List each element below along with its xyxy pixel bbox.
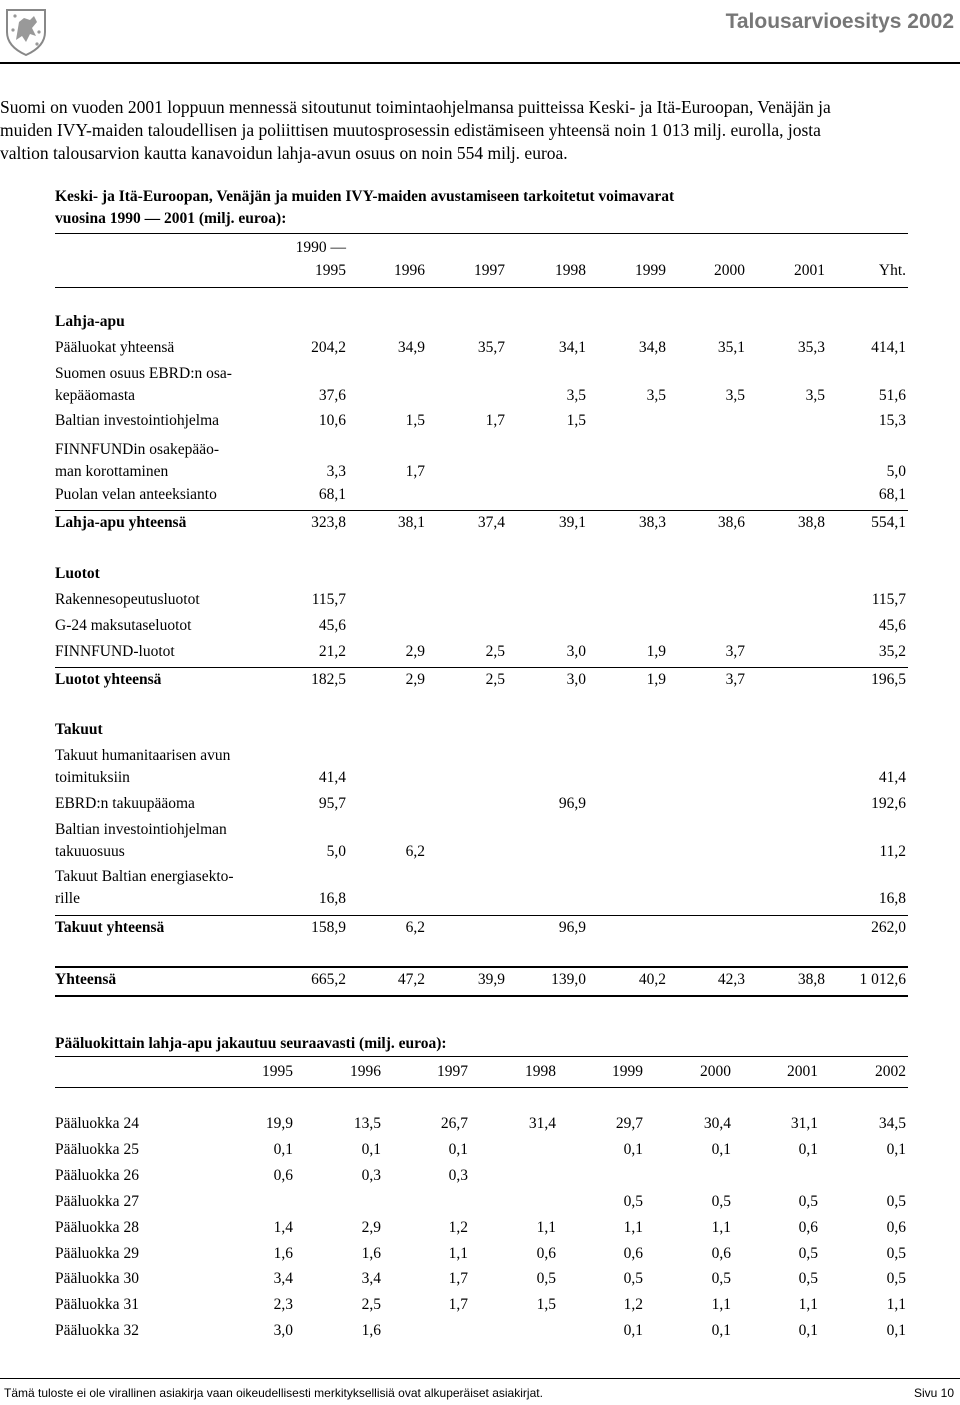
table1-title-line: Keski- ja Itä-Euroopan, Venäjän ja muiden IVY-maiden avustamiseen tarkoitetut voimavarat bbox=[55, 188, 675, 205]
table-cell: 45,6 bbox=[318, 617, 346, 634]
table-cell: 192,6 bbox=[871, 795, 906, 812]
table-cell: 2,9 bbox=[361, 1219, 381, 1236]
table-cell: 0,3 bbox=[361, 1167, 381, 1184]
column-header: 1999 bbox=[635, 262, 666, 279]
table-cell: 0,1 bbox=[273, 1141, 293, 1158]
table-cell: 1,6 bbox=[273, 1245, 293, 1262]
table2-header-rule bbox=[55, 1087, 908, 1088]
table-cell: 1,2 bbox=[448, 1219, 468, 1236]
table-cell: 1,7 bbox=[405, 463, 425, 480]
subtotal-cell: 96,9 bbox=[558, 919, 586, 936]
table-cell: 51,6 bbox=[878, 387, 906, 404]
grand-total-label: Yhteensä bbox=[55, 971, 117, 988]
table-cell: 0,6 bbox=[886, 1219, 906, 1236]
subtotal-cell: 38,8 bbox=[797, 514, 825, 531]
row-label: man korottaminen bbox=[55, 463, 169, 480]
subtotal-cell: 38,3 bbox=[638, 514, 666, 531]
subtotal-cell: 38,6 bbox=[717, 514, 745, 531]
table-cell: 3,7 bbox=[725, 643, 745, 660]
column-header: 2002 bbox=[875, 1063, 906, 1080]
subtotal-cell: 323,8 bbox=[311, 514, 346, 531]
subtotal-cell: 37,4 bbox=[477, 514, 505, 531]
table-cell: 68,1 bbox=[318, 486, 346, 503]
subtotal-cell: 196,5 bbox=[871, 671, 906, 688]
table-cell: 3,5 bbox=[646, 387, 666, 404]
table-cell: 0,1 bbox=[886, 1141, 906, 1158]
column-header: 2001 bbox=[787, 1063, 818, 1080]
row-label: Rakennesopeutusluotot bbox=[55, 591, 200, 608]
table-cell: 1,6 bbox=[361, 1322, 381, 1339]
table-cell: 3,0 bbox=[566, 643, 586, 660]
table-cell: 0,5 bbox=[798, 1245, 818, 1262]
subtotal-cell: 38,1 bbox=[397, 514, 425, 531]
row-label: kepääomasta bbox=[55, 387, 136, 404]
table2-top-rule bbox=[55, 1056, 908, 1057]
table-cell: 95,7 bbox=[318, 795, 346, 812]
grand-total-cell: 665,2 bbox=[311, 971, 346, 988]
table-cell: 1,5 bbox=[536, 1296, 556, 1313]
table-cell: 0,5 bbox=[536, 1270, 556, 1287]
table-cell: 1,7 bbox=[485, 412, 505, 429]
table-cell: 0,3 bbox=[448, 1167, 468, 1184]
subtotal-cell: 3,7 bbox=[725, 671, 745, 688]
table-cell: 0,6 bbox=[536, 1245, 556, 1262]
row-label: Baltian investointiohjelman bbox=[55, 821, 227, 838]
row-label: Pääluokka 27 bbox=[55, 1193, 139, 1210]
row-label: Pääluokka 32 bbox=[55, 1322, 139, 1339]
table-cell: 37,6 bbox=[318, 387, 346, 404]
subtotal-cell: 2,5 bbox=[485, 671, 505, 688]
intro-paragraph bbox=[0, 96, 958, 165]
table-cell: 96,9 bbox=[558, 795, 586, 812]
table-cell: 0,1 bbox=[623, 1141, 643, 1158]
table-cell: 3,4 bbox=[273, 1270, 293, 1287]
table-cell: 3,5 bbox=[725, 387, 745, 404]
row-label: toimituksiin bbox=[55, 769, 130, 786]
row-label: Puolan velan anteeksianto bbox=[55, 486, 217, 503]
section-heading: Takuut bbox=[55, 721, 103, 738]
table-cell: 5,0 bbox=[326, 843, 346, 860]
column-header: 1996 bbox=[350, 1063, 381, 1080]
table-cell: 0,6 bbox=[623, 1245, 643, 1262]
table-cell: 1,2 bbox=[623, 1296, 643, 1313]
table-cell: 30,4 bbox=[703, 1115, 731, 1132]
subtotal-cell: 554,1 bbox=[871, 514, 906, 531]
row-label: Pääluokka 31 bbox=[55, 1296, 139, 1313]
table-cell: 3,5 bbox=[566, 387, 586, 404]
table-cell: 2,3 bbox=[273, 1296, 293, 1313]
grand-total-bottom-rule bbox=[55, 995, 908, 997]
table-cell: 1,6 bbox=[361, 1245, 381, 1262]
grand-total-cell: 139,0 bbox=[551, 971, 586, 988]
column-header: 1995 bbox=[315, 262, 346, 279]
table-cell: 34,9 bbox=[397, 339, 425, 356]
table-cell: 13,5 bbox=[353, 1115, 381, 1132]
table-cell: 10,6 bbox=[318, 412, 346, 429]
column-header: 2001 bbox=[794, 262, 825, 279]
grand-total-cell: 1 012,6 bbox=[859, 971, 906, 988]
table1-title bbox=[55, 186, 915, 230]
table-cell: 1,1 bbox=[886, 1296, 906, 1313]
table-cell: 2,5 bbox=[485, 643, 505, 660]
intro-line: valtion talousarvion kautta kanavoidun lahja-avun osuus on noin 554 milj. euroa. bbox=[0, 143, 568, 163]
table-cell: 2,5 bbox=[361, 1296, 381, 1313]
table-cell: 1,1 bbox=[623, 1219, 643, 1236]
intro-line: muiden IVY-maiden taloudellisen ja poliittisen muutosprosessin edistämiseen yhteensä noin 1 013 milj. eurolla, josta bbox=[0, 120, 821, 140]
column-header: 1999 bbox=[612, 1063, 643, 1080]
table-cell: 0,1 bbox=[361, 1141, 381, 1158]
grand-total-cell: 39,9 bbox=[477, 971, 505, 988]
row-label: Pääluokka 29 bbox=[55, 1245, 139, 1262]
table-cell: 45,6 bbox=[878, 617, 906, 634]
table-cell: 1,5 bbox=[405, 412, 425, 429]
table-cell: 19,9 bbox=[265, 1115, 293, 1132]
table-cell: 35,1 bbox=[717, 339, 745, 356]
table-cell: 3,0 bbox=[273, 1322, 293, 1339]
table-cell: 0,5 bbox=[798, 1270, 818, 1287]
table-cell: 0,1 bbox=[623, 1322, 643, 1339]
table-cell: 1,1 bbox=[711, 1219, 731, 1236]
subtotal-cell: 3,0 bbox=[566, 671, 586, 688]
table-cell: 16,8 bbox=[878, 890, 906, 907]
row-label: Baltian investointiohjelma bbox=[55, 412, 220, 429]
table-cell: 3,4 bbox=[361, 1270, 381, 1287]
column-header: 1997 bbox=[474, 262, 505, 279]
table-cell: 34,5 bbox=[878, 1115, 906, 1132]
table-cell: 414,1 bbox=[871, 339, 906, 356]
column-header: 1995 bbox=[262, 1063, 293, 1080]
column-header: 2000 bbox=[700, 1063, 731, 1080]
table-cell: 1,9 bbox=[646, 643, 666, 660]
subtotal-label: Lahja-apu yhteensä bbox=[55, 514, 187, 531]
row-label: Pääluokat yhteensä bbox=[55, 339, 175, 356]
subtotal-label: Luotot yhteensä bbox=[55, 671, 162, 688]
table-cell: 0,5 bbox=[886, 1245, 906, 1262]
table-cell: 68,1 bbox=[878, 486, 906, 503]
table1-top-rule bbox=[55, 233, 908, 234]
coat-of-arms-logo bbox=[4, 6, 48, 56]
table-cell: 115,7 bbox=[311, 591, 346, 608]
subtotal-cell: 39,1 bbox=[558, 514, 586, 531]
row-label: takuuosuus bbox=[55, 843, 125, 860]
table-cell: 35,3 bbox=[797, 339, 825, 356]
subtotal-cell: 1,9 bbox=[646, 671, 666, 688]
table-cell: 26,7 bbox=[440, 1115, 468, 1132]
subtotal-rule bbox=[55, 915, 908, 916]
intro-line: Suomi on vuoden 2001 loppuun mennessä sitoutunut toimintaohjelmansa puitteissa Keski- ja Itä-Euroopan, Venäjän ja bbox=[0, 97, 831, 117]
table-cell: 1,1 bbox=[536, 1219, 556, 1236]
table-cell: 0,1 bbox=[711, 1322, 731, 1339]
table-cell: 6,2 bbox=[405, 843, 425, 860]
table-cell: 0,6 bbox=[711, 1245, 731, 1262]
row-label: G-24 maksutaseluotot bbox=[55, 617, 192, 634]
column-header: 1998 bbox=[555, 262, 586, 279]
row-label: Pääluokka 25 bbox=[55, 1141, 139, 1158]
table-cell: 41,4 bbox=[318, 769, 346, 786]
table-cell: 1,5 bbox=[566, 412, 586, 429]
row-label: FINNFUNDin osakepääo- bbox=[55, 441, 220, 458]
table-cell: 0,6 bbox=[273, 1167, 293, 1184]
table-cell: 35,2 bbox=[878, 643, 906, 660]
table-cell: 1,7 bbox=[448, 1296, 468, 1313]
row-label: Pääluokka 28 bbox=[55, 1219, 139, 1236]
table-cell: 0,1 bbox=[798, 1141, 818, 1158]
subtotal-cell: 6,2 bbox=[405, 919, 425, 936]
table-cell: 31,4 bbox=[528, 1115, 556, 1132]
table-cell: 0,5 bbox=[798, 1193, 818, 1210]
column-header: 1996 bbox=[394, 262, 425, 279]
grand-total-cell: 40,2 bbox=[638, 971, 666, 988]
subtotal-rule bbox=[55, 510, 908, 511]
table-cell: 1,1 bbox=[711, 1296, 731, 1313]
subtotal-rule bbox=[55, 667, 908, 668]
table-cell: 0,5 bbox=[711, 1193, 731, 1210]
table-cell: 34,8 bbox=[638, 339, 666, 356]
table-cell: 0,5 bbox=[711, 1270, 731, 1287]
table-cell: 1,4 bbox=[273, 1219, 293, 1236]
row-label: Pääluokka 30 bbox=[55, 1270, 139, 1287]
grand-total-top-rule bbox=[55, 966, 908, 968]
row-label: FINNFUND-luotot bbox=[55, 643, 175, 660]
table2-title: Pääluokittain lahja-apu jakautuu seuraavasti (milj. euroa): bbox=[55, 1035, 447, 1052]
table-cell: 0,5 bbox=[886, 1270, 906, 1287]
grand-total-cell: 42,3 bbox=[717, 971, 745, 988]
column-header: Yht. bbox=[878, 262, 906, 279]
subtotal-cell: 2,9 bbox=[405, 671, 425, 688]
table-cell: 21,2 bbox=[318, 643, 346, 660]
column-header: 1998 bbox=[525, 1063, 556, 1080]
table-cell: 1,7 bbox=[448, 1270, 468, 1287]
row-label: Pääluokka 24 bbox=[55, 1115, 139, 1132]
table-cell: 35,7 bbox=[477, 339, 505, 356]
table-cell: 11,2 bbox=[879, 843, 906, 860]
table-cell: 41,4 bbox=[878, 769, 906, 786]
row-label: Takuut humanitaarisen avun bbox=[55, 747, 231, 764]
table-cell: 0,1 bbox=[798, 1322, 818, 1339]
row-label: Suomen osuus EBRD:n osa- bbox=[55, 365, 232, 382]
subtotal-cell: 262,0 bbox=[871, 919, 906, 936]
table-cell: 3,5 bbox=[805, 387, 825, 404]
table-cell: 5,0 bbox=[886, 463, 906, 480]
footer-divider bbox=[0, 1378, 960, 1379]
table-cell: 0,5 bbox=[623, 1270, 643, 1287]
table-cell: 2,9 bbox=[405, 643, 425, 660]
table-cell: 1,1 bbox=[448, 1245, 468, 1262]
table-cell: 29,7 bbox=[615, 1115, 643, 1132]
document-title: Talousarvioesitys 2002 bbox=[725, 10, 954, 33]
footer-disclaimer: Tämä tuloste ei ole virallinen asiakirja vaan oikeudellisesti merkityksellisiä ovat alkuperäiset asiakirjat. bbox=[4, 1386, 543, 1400]
row-label: Pääluokka 26 bbox=[55, 1167, 139, 1184]
table-cell: 0,5 bbox=[623, 1193, 643, 1210]
grand-total-cell: 38,8 bbox=[797, 971, 825, 988]
table-cell: 15,3 bbox=[878, 412, 906, 429]
table-cell: 0,6 bbox=[798, 1219, 818, 1236]
table-cell: 16,8 bbox=[318, 890, 346, 907]
column-header: 1997 bbox=[437, 1063, 468, 1080]
table-cell: 204,2 bbox=[311, 339, 346, 356]
section-heading: Lahja-apu bbox=[55, 313, 125, 330]
table-cell: 0,1 bbox=[448, 1141, 468, 1158]
row-label: EBRD:n takuupääoma bbox=[55, 795, 195, 812]
table-cell: 1,1 bbox=[798, 1296, 818, 1313]
page-number: Sivu 10 bbox=[913, 1386, 954, 1400]
row-label: Takuut Baltian energiasekto- bbox=[55, 868, 234, 885]
grand-total-cell: 47,2 bbox=[397, 971, 425, 988]
table-cell: 115,7 bbox=[871, 591, 906, 608]
subtotal-cell: 158,9 bbox=[311, 919, 346, 936]
table-cell: 3,3 bbox=[326, 463, 346, 480]
table1-title-line: vuosina 1990 — 2001 (milj. euroa): bbox=[55, 210, 287, 227]
column-header-start: 1990 — bbox=[295, 239, 346, 256]
table-cell: 0,1 bbox=[711, 1141, 731, 1158]
column-header: 2000 bbox=[714, 262, 745, 279]
table-cell: 0,5 bbox=[886, 1193, 906, 1210]
subtotal-cell: 182,5 bbox=[311, 671, 346, 688]
table1-header-rule bbox=[55, 287, 908, 288]
table-cell: 34,1 bbox=[558, 339, 586, 356]
section-heading: Luotot bbox=[55, 565, 100, 582]
row-label: rille bbox=[55, 890, 80, 907]
table-cell: 31,1 bbox=[790, 1115, 818, 1132]
header-divider bbox=[0, 62, 960, 64]
table-cell: 0,1 bbox=[886, 1322, 906, 1339]
subtotal-label: Takuut yhteensä bbox=[55, 919, 165, 936]
